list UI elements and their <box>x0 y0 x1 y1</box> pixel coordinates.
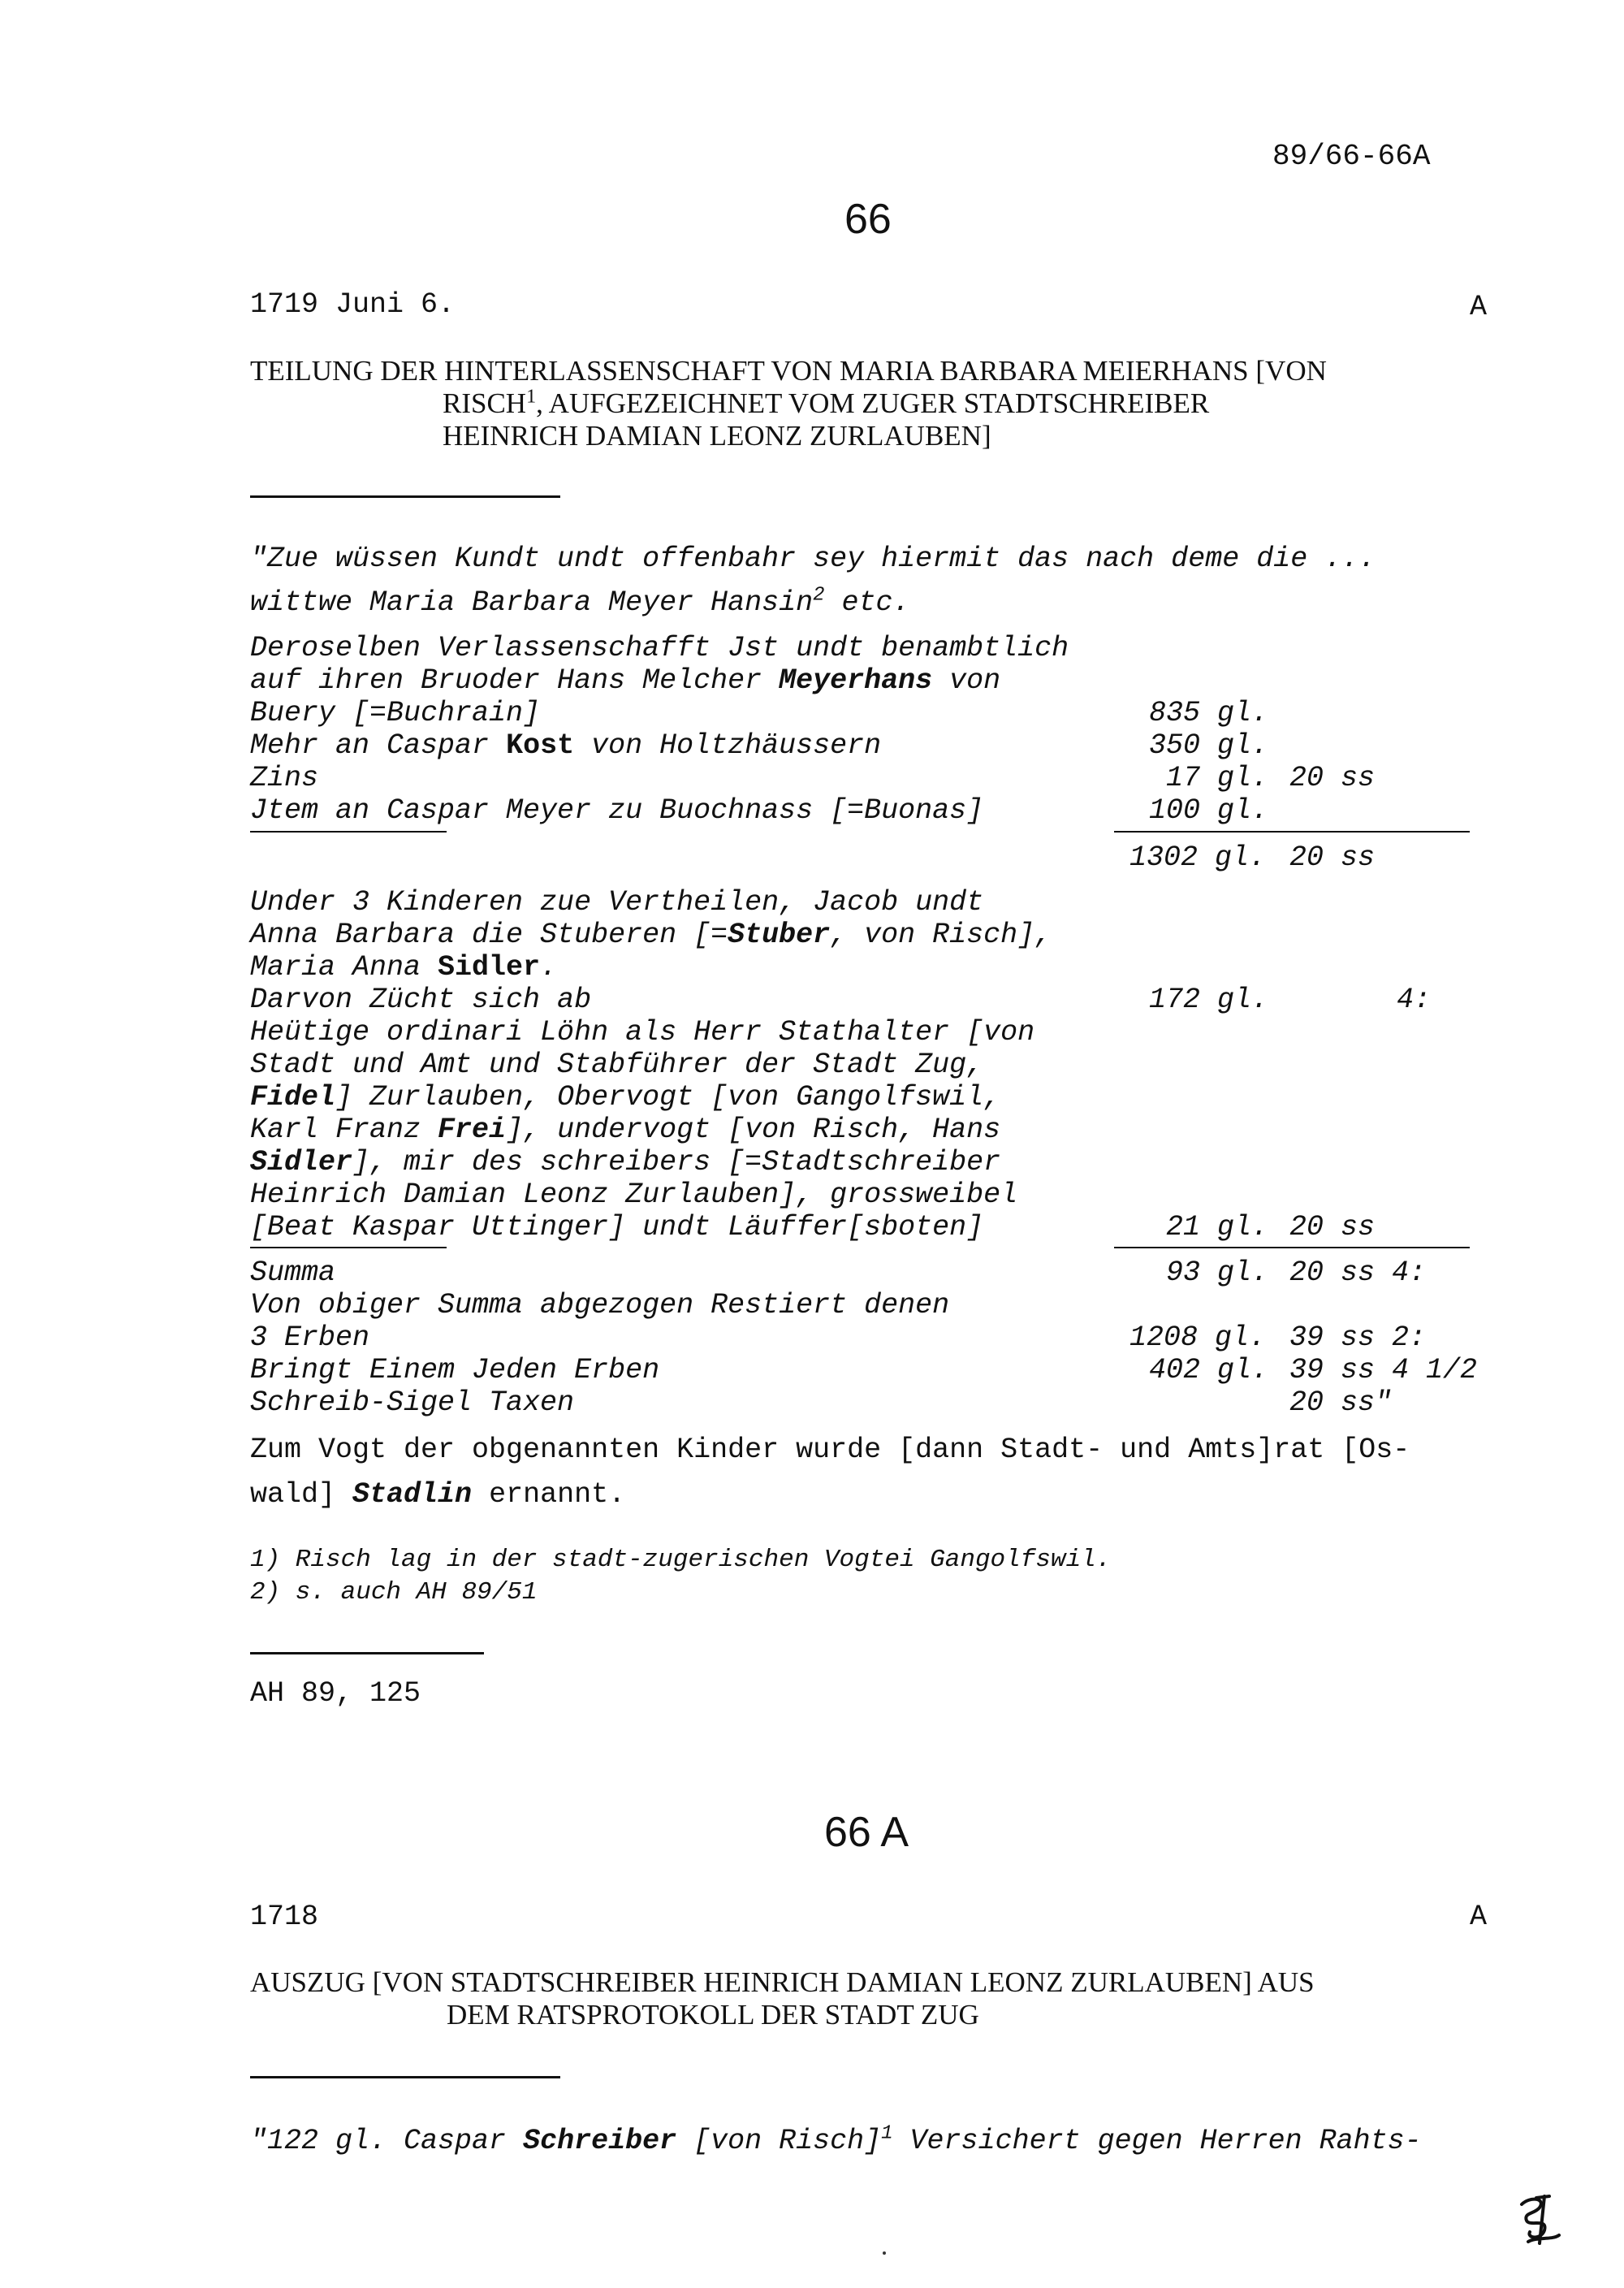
sum-rule-2 <box>1114 1247 1470 1248</box>
rest-line-1: Von obiger Summa abgezogen Restiert denen <box>250 1289 950 1321</box>
fee-line-6: Heinrich Damian Leonz Zurlauben], grossweibel <box>250 1179 1018 1211</box>
fee-line-7: [Beat Kaspar Uttinger] undt Läuffer[sboten] <box>250 1211 984 1243</box>
footnote-ref-2: 2 <box>813 584 825 607</box>
each-ss: 39 ss 4 1/2 <box>1289 1354 1478 1386</box>
division-line-1: Under 3 Kinderen zue Vertheilen, Jacob undt <box>250 886 984 919</box>
section-divider <box>250 495 560 498</box>
body-line-6: Jtem an Caspar Meyer zu Buochnass [=Buonas] <box>250 794 984 827</box>
entry-title-line-3: HEINRICH DAMIAN LEONZ ZURLAUBEN] <box>443 420 991 452</box>
handwritten-page-mark-icon <box>1512 2193 1569 2251</box>
fee-line-5: Sidler], mir des schreibers [=Stadtschreiber <box>250 1146 1001 1179</box>
tax-label: Schreib-Sigel Taxen <box>250 1386 575 1419</box>
entry-date: 1719 Juni 6. <box>250 288 456 321</box>
body-line-4: Mehr an Caspar Kost von Holtzhäussern <box>250 729 882 762</box>
section-divider-66a <box>250 2076 560 2078</box>
division-amount-gl: 172 gl. <box>1149 984 1269 1016</box>
each-gl: 402 gl. <box>1149 1354 1269 1386</box>
source-reference: AH 89, 125 <box>250 1677 421 1710</box>
amount-zins-ss: 20 ss <box>1289 762 1376 794</box>
amount-meyer: 100 gl. <box>1149 794 1269 827</box>
entry-66a-text: "122 gl. Caspar Schreiber [von Risch]$^1$ Versichert gegen Herren Rahts- <box>250 2122 1422 2157</box>
name-meyerhans: Meyerhans <box>779 664 933 697</box>
name-frei: Frei <box>438 1114 507 1146</box>
entry-66a-date: 1718 <box>250 1901 319 1933</box>
scan-speck <box>883 2251 886 2255</box>
entry-type-mark: A <box>1470 291 1488 323</box>
footnote-2: 2) s. auch AH 89/51 <box>250 1578 538 1607</box>
rest-line-2: 3 Erben <box>250 1321 370 1354</box>
footnote-1: 1) Risch lag in der stadt-zugerischen Vogtei Gangolfswil. <box>250 1546 1112 1574</box>
summa-gl: 93 gl. <box>1166 1256 1269 1289</box>
tax-ss: 20 ss" <box>1289 1386 1393 1419</box>
name-stadlin: Stadlin <box>352 1478 473 1511</box>
name-schreiber: Schreiber <box>523 2125 677 2157</box>
source-divider <box>250 1652 484 1654</box>
intro-line-1: "Zue wüssen Kundt undt offenbahr sey hiermit das nach deme die ... <box>250 543 1376 575</box>
name-fidel: Fidel <box>250 1081 336 1114</box>
vogt-line-1: Zum Vogt der obgenannten Kinder wurde [dann Stadt- und Amts]rat [Os- <box>250 1434 1410 1466</box>
fee-line-3: Fidel] Zurlauben, Obervogt [von Gangolfswil, <box>250 1081 1001 1114</box>
summa-ss: 20 ss 4: <box>1289 1256 1427 1289</box>
amount-zins-gl: 17 gl. <box>1166 762 1269 794</box>
division-amount-extra: 4: <box>1397 984 1432 1016</box>
entry-66a-type-mark: A <box>1470 1901 1488 1933</box>
archive-reference: 89/66-66A <box>1272 140 1431 173</box>
name-sidler-2: Sidler <box>250 1146 353 1179</box>
body-line-5: Zins <box>250 762 319 794</box>
total-ss: 20 ss <box>1289 841 1376 874</box>
entry-number-66a: 66 A <box>824 1809 909 1856</box>
body-line-2: auf ihren Bruoder Hans Melcher Meyerhans von <box>250 664 1001 697</box>
amount-buery: 835 gl. <box>1149 697 1269 729</box>
entry-number: 66 <box>844 196 892 243</box>
division-line-2: Anna Barbara die Stuberen [=Stuber, von Risch], <box>250 919 1052 951</box>
short-rule <box>250 831 447 833</box>
division-line-3: Maria Anna Sidler. <box>250 951 558 984</box>
body-line-1: Deroselben Verlassenschafft Jst undt benambtlich <box>250 632 1069 664</box>
amount-kost: 350 gl. <box>1149 729 1269 762</box>
fee-line-4: Karl Franz Frei], undervogt [von Risch, Hans <box>250 1114 1001 1146</box>
entry-title-line-2: RISCH$^1$, AUFGEZEICHNET VOM ZUGER STADTSCHREIBER <box>443 386 1210 419</box>
division-line-4: Darvon Zücht sich ab <box>250 984 592 1016</box>
fee-amount-ss: 20 ss <box>1289 1211 1376 1243</box>
footnote-ref-1: 1 <box>526 386 537 408</box>
name-stuber: Stuber <box>728 919 831 951</box>
entry-title-line-1: TEILUNG DER HINTERLASSENSCHAFT VON MARIA BARBARA MEIERHANS [VON <box>250 355 1327 387</box>
name-sidler: Sidler <box>438 951 541 984</box>
summa-label: Summa <box>250 1256 336 1289</box>
each-label: Bringt Einem Jeden Erben <box>250 1354 660 1386</box>
rest-ss: 39 ss 2: <box>1289 1321 1427 1354</box>
rest-gl: 1208 gl. <box>1129 1321 1267 1354</box>
fee-line-2: Stadt und Amt und Stabführer der Stadt Zug, <box>250 1049 984 1081</box>
name-kost: Kost <box>506 729 575 762</box>
total-gl: 1302 gl. <box>1129 841 1267 874</box>
fee-line-1: Heütige ordinari Löhn als Herr Stathalter [von <box>250 1016 1035 1049</box>
sum-rule-1 <box>1114 831 1470 833</box>
vogt-line-2: wald] Stadlin ernannt. <box>250 1478 626 1511</box>
fee-amount-gl: 21 gl. <box>1166 1211 1269 1243</box>
intro-line-2: wittwe Maria Barbara Meyer Hansin$^2$ etc. <box>250 584 910 619</box>
short-rule-2 <box>250 1247 447 1248</box>
body-line-3: Buery [=Buchrain] <box>250 697 541 729</box>
entry-66a-title-line-2: DEM RATSPROTOKOLL DER STADT ZUG <box>447 1999 979 2031</box>
entry-66a-title-line-1: AUSZUG [VON STADTSCHREIBER HEINRICH DAMIAN LEONZ ZURLAUBEN] AUS <box>250 1966 1315 1998</box>
footnote-ref-66a: 1 <box>881 2122 893 2145</box>
